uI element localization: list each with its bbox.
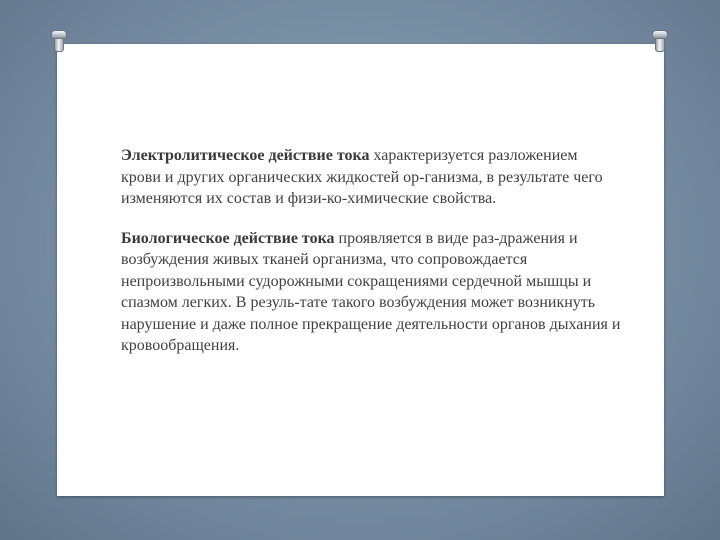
pushpin-shaft: [655, 38, 665, 52]
pushpin-icon: [51, 30, 67, 54]
pushpin-shaft: [54, 38, 64, 52]
paragraph-electrolytic: [121, 145, 621, 210]
pushpin-icon: [652, 30, 668, 54]
term-biological: Биологическое действие тока: [121, 229, 335, 247]
slide-text: [121, 145, 621, 375]
term-electrolytic: Электролитическое действие тока: [121, 147, 370, 164]
paragraph-text: характеризуется разложением крови и других органических жидкостей ор-ганизма, в результате чего изменяются их состав и физи-ко-химические свойства.: [121, 147, 603, 207]
paragraph-biological: [121, 228, 621, 357]
paragraph-text: проявляется в виде раз-дражения и возбуждения живых тканей организма, что сопровождается непроизвольными судорожными сокращениями сердечной мышцы и спазмом легких. В резуль-тате такого возбуждения может возникнуть нарушение и даже полное прекращение деятельности органов дыхания и кровообращения.: [121, 229, 621, 354]
